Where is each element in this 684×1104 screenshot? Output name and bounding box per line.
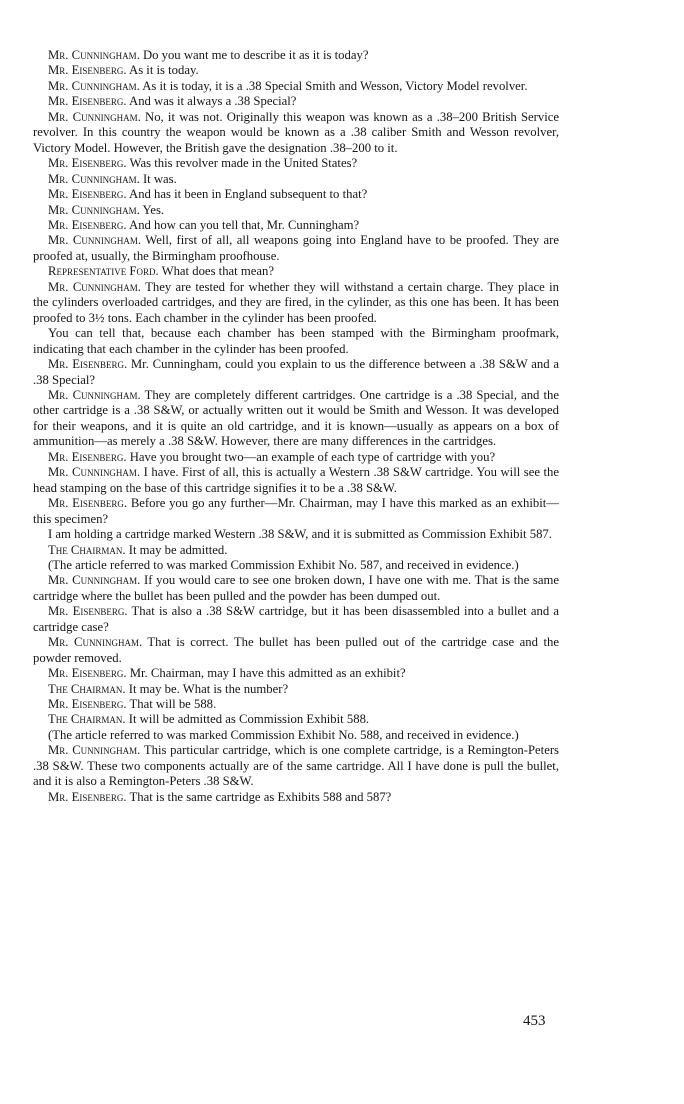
paragraph-text: And how can you tell that, Mr. Cunningham? [126,217,360,232]
paragraph-text: And has it been in England subsequent to that? [126,187,368,202]
paragraph-text: Mr. Chairman, may I have this admitted as an exhibit? [126,666,406,681]
paragraph-text: They are completely different cartridges. One cartridge is a .38 Special, and the other cartridge is a .38 S&W, or actually written out it would be Smith and Wesson. It was developed for their weapons, and it is quite an old cartridge, and it is known—usually as appears on a box of ammunition—as merely a .38 S&W. However, there are many differences in the cartridges. [33,387,559,449]
paragraph [33,465,559,496]
paragraph-text: I am holding a cartridge marked Western .38 S&W, and it is submitted as Commission Exhibit 587. [48,527,552,542]
paragraph [33,604,559,635]
speaker: Mr. Eisenberg. [48,156,127,171]
paragraph-text: Before you go any further—Mr. Chairman, may I have this marked as an exhibit—this specimen? [33,496,559,526]
paragraph [33,48,559,63]
speaker: Mr. Eisenberg. [48,217,127,232]
paragraph-text: Do you want me to describe it as it is today? [139,48,369,62]
speaker: Mr. Cunningham. [48,48,140,62]
paragraph [33,728,559,743]
paragraph-text: If you would care to see one broken down, I have one with me. That is the same cartridge where the bullet has been pulled and the powder has been dumped out. [33,573,560,603]
page-number: 453 [523,1013,546,1029]
paragraph-text: That is the same cartridge as Exhibits 588 and 587? [126,789,392,804]
transcript-body [33,48,559,805]
paragraph-text: As it is today. [126,63,199,78]
paragraph [33,573,559,604]
speaker: The Chairman. [48,681,126,696]
paragraph [33,790,559,805]
speaker: Representative Ford. [48,264,159,279]
paragraph [33,326,559,357]
paragraph [33,450,559,465]
speaker: Mr. Cunningham. [48,78,140,93]
speaker: Mr. Cunningham. [48,635,143,650]
paragraph-text: Well, first of all, all weapons going into England have to be proofed. They are proofed at, usually, the Birmingham proofhouse. [33,233,559,263]
speaker: Mr. Cunningham. [48,465,141,480]
paragraph-text: I have. First of all, this is actually a Western .38 S&W cartridge. You will see the head stamping on the base of this cartridge signifies it to be a .38 S&W. [33,465,559,495]
paragraph [33,110,559,156]
paragraph-text: It was. [139,171,177,186]
paragraph-text: Have you brought two—an example of each type of cartridge with you? [126,449,496,464]
paragraph-text: You can tell that, because each chamber has been stamped with the Birmingham proofmark, indicating that each chamber in the cylinder has been proofed. [33,326,559,356]
speaker: Mr. Cunningham. [48,233,142,248]
paragraph-text: It may be. What is the number? [125,681,289,696]
speaker: The Chairman. [48,542,126,557]
paragraph [33,79,559,94]
speaker: Mr. Eisenberg. [48,449,127,464]
speaker: Mr. Eisenberg. [48,187,127,202]
paragraph-text: As it is today, it is a .38 Special Smith and Wesson, Victory Model revolver. [139,78,528,93]
paragraph [33,187,559,202]
paragraph [33,280,559,326]
paragraph [33,666,559,681]
paragraph [33,543,559,558]
paragraph [33,743,559,789]
speaker: Mr. Cunningham. [48,743,141,758]
speaker: Mr. Eisenberg. [48,697,127,712]
paragraph-text: No, it was not. Originally this weapon was known as a .38–200 British Service revolver. In this country the weapon would be known as a .38 caliber Smith and Wesson revolver, Victory Model. However, the British gave the designation .38–200 to it. [33,109,559,155]
speaker: The Chairman. [48,712,126,727]
speaker: Mr. Eisenberg. [48,496,128,511]
paragraph-text: This particular cartridge, which is one complete cartridge, is a Remington-Peters .38 S&W. These two components actually are of the same cartridge. All I have done is pull the bullet, and it is also a Remington-Peters .38 S&W. [33,743,559,789]
paragraph [33,682,559,697]
paragraph [33,558,559,573]
paragraph-text: And was it always a .38 Special? [126,94,297,109]
paragraph [33,388,559,450]
speaker: Mr. Cunningham. [48,573,141,588]
speaker: Mr. Eisenberg. [48,94,127,109]
paragraph-text: They are tested for whether they will withstand a certain charge. They place in the cylinders overloaded cartridges, and they are fired, in the cylinder, as this one has been. It has been proofed to 3½ tons. Each chamber in the cylinder has been proofed. [33,279,559,325]
paragraph-text: (The article referred to was marked Commission Exhibit No. 588, and received in evidence.) [48,727,519,742]
paragraph-text: That is also a .38 S&W cartridge, but it has been disassembled into a bullet and a cartridge case? [33,604,559,634]
speaker: Mr. Cunningham. [48,171,140,186]
paragraph-text: That is correct. The bullet has been pulled out of the cartridge case and the powder removed. [33,635,559,665]
speaker: Mr. Eisenberg. [48,604,128,619]
paragraph [33,712,559,727]
paragraph [33,218,559,233]
paragraph [33,357,559,388]
paragraph [33,203,559,218]
paragraph-text: Mr. Cunningham, could you explain to us the difference between a .38 S&W and a .38 Special? [33,357,559,387]
speaker: Mr. Cunningham. [48,387,141,402]
paragraph [33,697,559,712]
speaker: Mr. Eisenberg. [48,63,127,78]
paragraph [33,172,559,187]
paragraph [33,527,559,542]
paragraph-text: Was this revolver made in the United States? [126,156,358,171]
paragraph-text: It may be admitted. [125,542,228,557]
paragraph [33,635,559,666]
speaker: Mr. Eisenberg. [48,789,127,804]
speaker: Mr. Eisenberg. [48,666,127,681]
paragraph-text: Yes. [139,202,165,217]
speaker: Mr. Cunningham. [48,279,141,294]
paragraph [33,264,559,279]
paragraph-text: (The article referred to was marked Commission Exhibit No. 587, and received in evidence.) [48,557,519,572]
paragraph-text: What does that mean? [158,264,274,279]
paragraph [33,156,559,171]
speaker: Mr. Eisenberg. [48,357,128,372]
speaker: Mr. Cunningham. [48,202,140,217]
paragraph [33,63,559,78]
paragraph [33,496,559,527]
speaker: Mr. Cunningham. [48,109,141,124]
paragraph [33,233,559,264]
paragraph-text: It will be admitted as Commission Exhibit 588. [125,712,370,727]
paragraph [33,94,559,109]
paragraph-text: That will be 588. [126,697,217,712]
